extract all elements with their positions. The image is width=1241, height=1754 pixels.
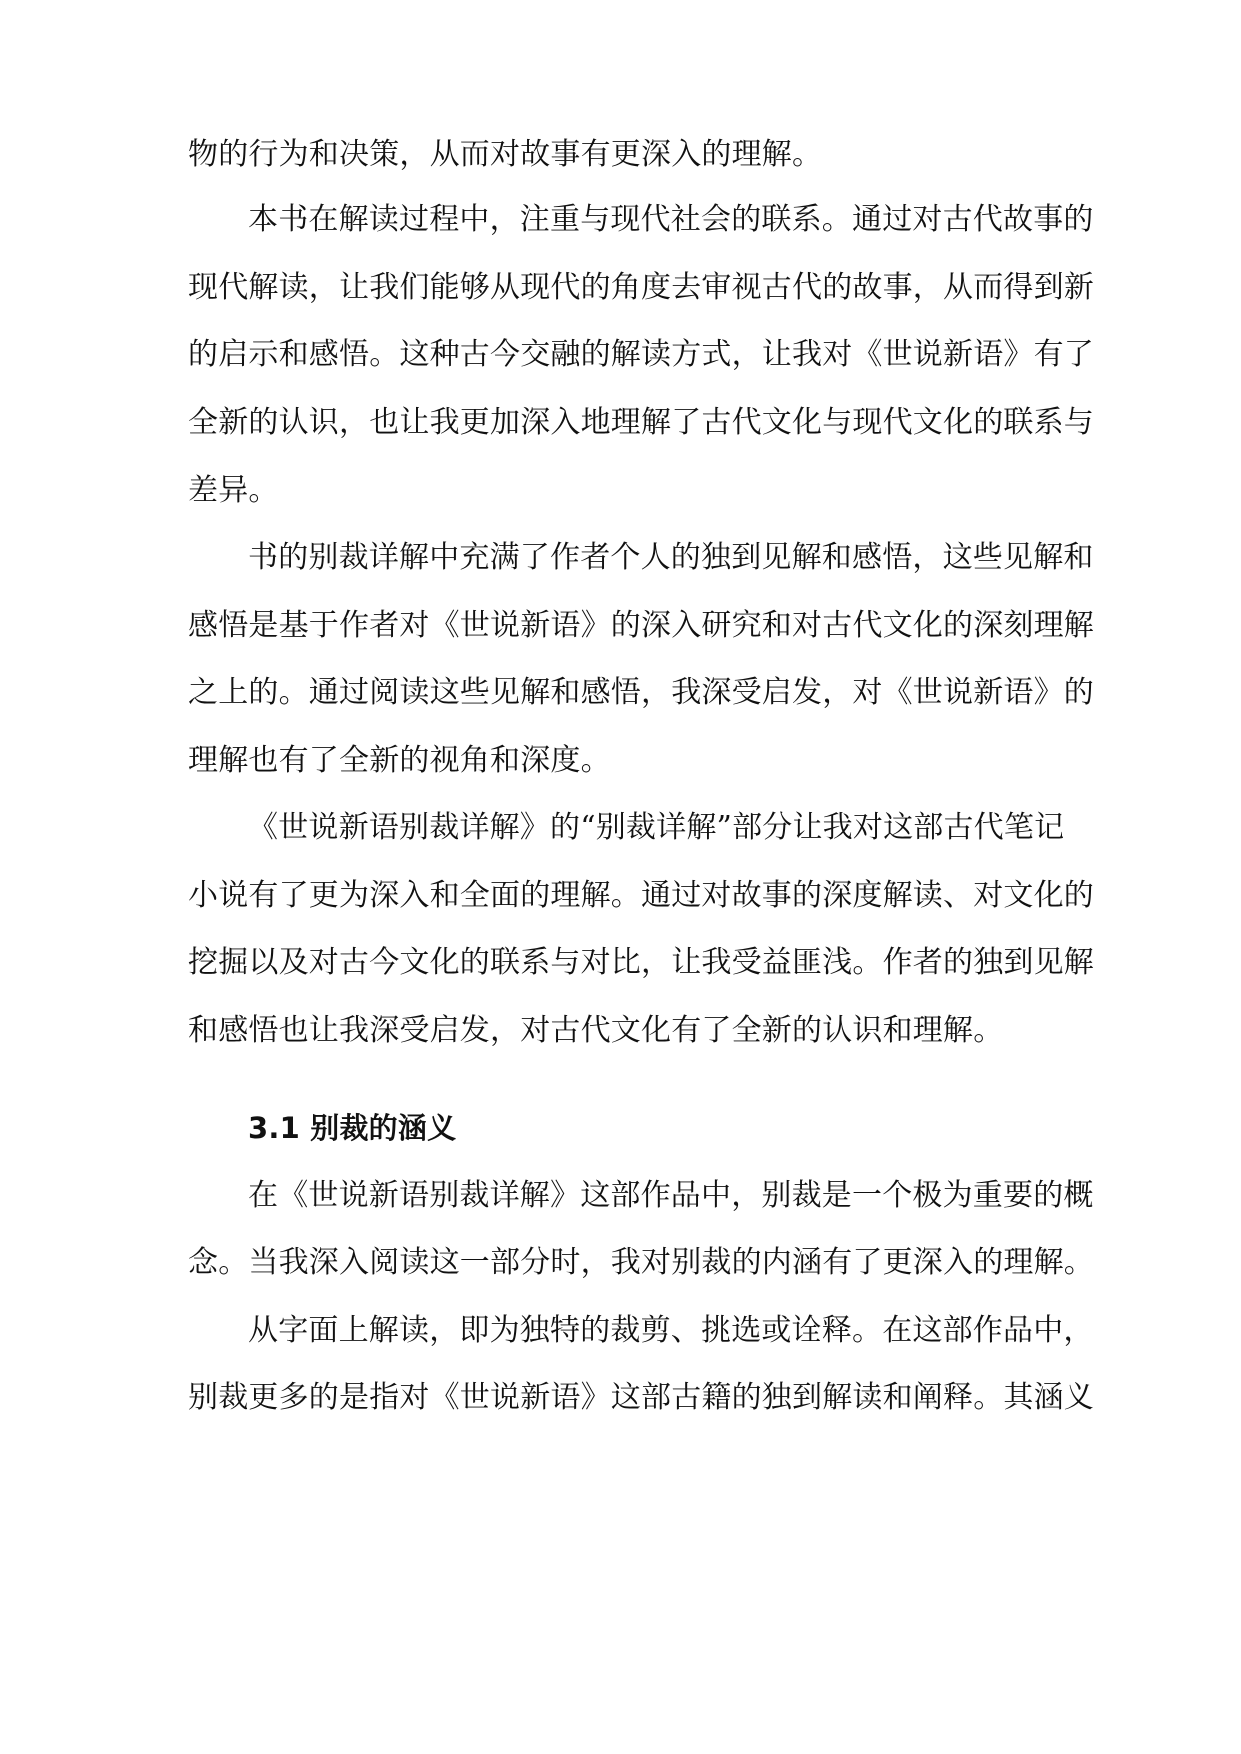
text-line: 现代解读，让我们能够从现代的角度去审视古代的故事，从而得到新	[188, 270, 1094, 305]
text-line: 全新的认识，也让我更加深入地理解了古代文化与现代文化的联系与	[188, 405, 1094, 440]
text-line: 从字面上解读，即为独特的裁剪、挑选或诠释。在这部作品中，	[248, 1313, 1094, 1348]
text-line: 别裁更多的是指对《世说新语》这部古籍的独到解读和阐释。其涵义	[188, 1380, 1094, 1415]
text-line: 之上的。通过阅读这些见解和感悟，我深受启发，对《世说新语》的	[188, 675, 1094, 710]
text-line: 小说有了更为深入和全面的理解。通过对故事的深度解读、对文化的	[188, 878, 1094, 913]
text-line: 本书在解读过程中，注重与现代社会的联系。通过对古代故事的	[248, 202, 1094, 237]
text-line: 书的别裁详解中充满了作者个人的独到见解和感悟，这些见解和	[248, 540, 1094, 575]
text-line: 念。当我深入阅读这一部分时，我对别裁的内涵有了更深入的理解。	[188, 1245, 1094, 1280]
text-line: 挖掘以及对古今文化的联系与对比，让我受益匪浅。作者的独到见解	[188, 945, 1094, 980]
text-line: 《世说新语别裁详解》的“别裁详解”部分让我对这部古代笔记	[248, 810, 1065, 845]
text-line: 差异。	[188, 473, 279, 508]
text-line: 理解也有了全新的视角和深度。	[188, 743, 611, 778]
text-line: 和感悟也让我深受启发，对古代文化有了全新的认识和理解。	[188, 1013, 1004, 1048]
text-line: 物的行为和决策，从而对故事有更深入的理解。	[188, 137, 823, 172]
section-heading: 3.1 别裁的涵义	[248, 1111, 457, 1145]
text-line: 感悟是基于作者对《世说新语》的深入研究和对古代文化的深刻理解	[188, 608, 1094, 643]
text-line: 在《世说新语别裁详解》这部作品中，别裁是一个极为重要的概	[248, 1178, 1094, 1213]
text-line: 的启示和感悟。这种古今交融的解读方式，让我对《世说新语》有了	[188, 337, 1094, 372]
